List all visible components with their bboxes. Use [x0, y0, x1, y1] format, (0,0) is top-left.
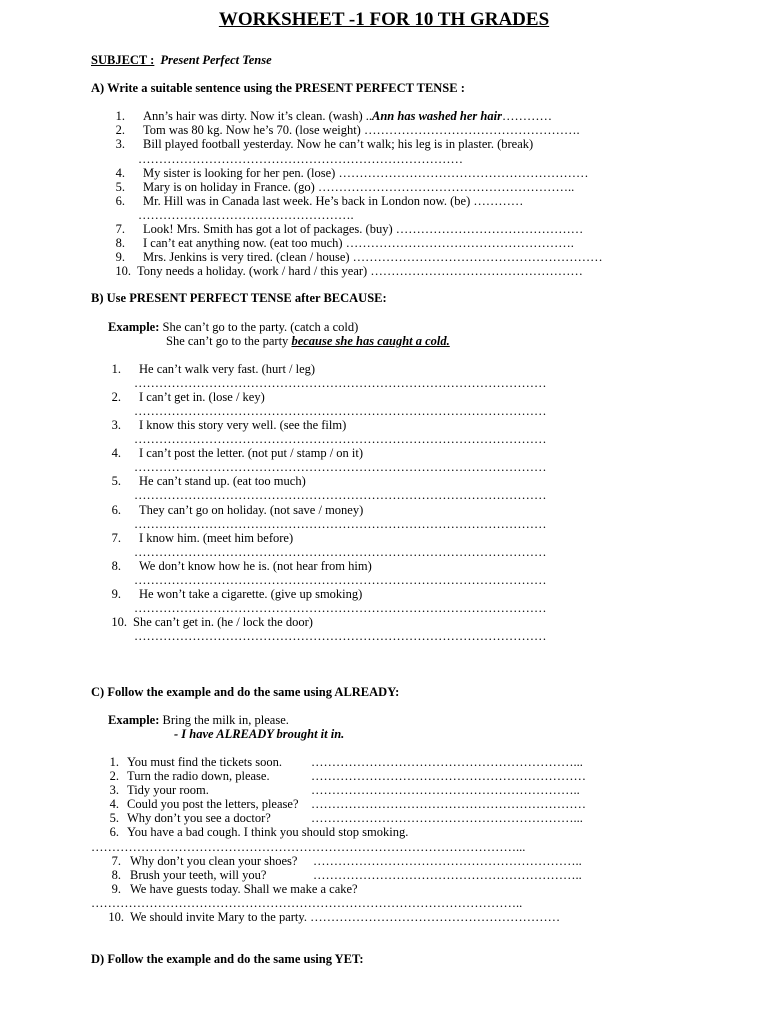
section-c-item: 4. Could you post the letters, please? — [109, 797, 299, 811]
answer-example: Ann has washed her hair — [372, 109, 502, 123]
answer-line: ………………………………………………………... — [311, 755, 583, 769]
answer-line: ……………………………………………………………………………………… — [134, 629, 547, 643]
answer-line: ……………………………………………………………………………………… — [134, 488, 547, 502]
answer-line: ……………………………………………………………………………………… — [134, 545, 547, 559]
answer-line: ……………………………………………………………………………………… — [134, 601, 547, 615]
section-d-heading: D) Follow the example and do the same using YET: — [91, 952, 364, 966]
section-a-item: 2. Tom was 80 kg. Now he’s 70. (lose weight) ……………………………………………. — [115, 123, 580, 137]
section-b-item: 10. She can’t get in. (he / lock the door) — [111, 615, 313, 629]
section-c-heading: C) Follow the example and do the same using ALREADY: — [91, 685, 400, 699]
section-b-item: 9. He won’t take a cigarette. (give up smoking) — [111, 587, 363, 601]
answer-line: ………………………………………………………………………………………….. — [91, 896, 523, 910]
answer-line: ………………………………………………………... — [311, 811, 583, 825]
section-c-example-answer: - I have ALREADY brought it in. — [174, 727, 345, 741]
section-a-item: 4. My sister is looking for her pen. (lose) …………………………………………………… — [115, 166, 589, 180]
section-c-item: 10. We should invite Mary to the party. …………………………………………………… — [108, 910, 561, 924]
section-b-item: 6. They can’t go on holiday. (not save / money) — [111, 503, 364, 517]
section-b-item: 7. I know him. (meet him before) — [111, 531, 294, 545]
section-b-item: 2. I can’t get in. (lose / key) — [111, 390, 265, 404]
answer-line: ……………………………………………………….. — [313, 868, 582, 882]
section-a-item: 8. I can’t eat anything now. (eat too much) ………………………………………………. — [115, 236, 574, 250]
answer-line: ………………………………………………………… — [311, 797, 586, 811]
section-c-item: 5. Why don’t you see a doctor? — [109, 811, 271, 825]
section-c-item: 8. Brush your teeth, will you? — [111, 868, 267, 882]
subject-line — [91, 53, 272, 68]
section-b-item: 3. I know this story very well. (see the film) — [111, 418, 347, 432]
section-b-item: 5. He can’t stand up. (eat too much) — [111, 474, 306, 488]
section-b-example: Example: She can’t go to the party. (catch a cold) — [108, 320, 359, 334]
section-a-item: 5. Mary is on holiday in France. (go) …………………………………………………….. — [115, 180, 575, 194]
section-b-item: 1. He can’t walk very fast. (hurt / leg) — [111, 362, 316, 376]
section-a-item: 7. Look! Mrs. Smith has got a lot of packages. (buy) ……………………………………… — [115, 222, 584, 236]
section-a-item: 10. Tony needs a holiday. (work / hard / this year) …………………………………………… — [115, 264, 583, 278]
answer-line: ……………………………………………. — [138, 208, 354, 222]
answer-line: ……………………………………………………………………………………… — [134, 432, 547, 446]
answer-line: ……………………………………………………………………………………… — [134, 404, 547, 418]
answer-line: ……………………………………………………….. — [311, 783, 580, 797]
answer-line: …………………………………………………………………………………………... — [91, 840, 526, 854]
section-c-item: 2. Turn the radio down, please. — [109, 769, 270, 783]
section-a-item: 3. Bill played football yesterday. Now he can’t walk; his leg is in plaster. (break) — [115, 137, 534, 151]
section-b-item: 4. I can’t post the letter. (not put / stamp / on it) — [111, 446, 364, 460]
section-a-item: 9. Mrs. Jenkins is very tired. (clean / house) …………………………………………………… — [115, 250, 603, 264]
section-a-heading: A) Write a suitable sentence using the PRESENT PERFECT TENSE : — [91, 81, 465, 95]
section-c-example: Example: Bring the milk in, please. — [108, 713, 289, 727]
answer-line: ……………………………………………………….. — [313, 854, 582, 868]
subject-label: SUBJECT : — [91, 53, 155, 67]
section-c-item: 3. Tidy your room. — [109, 783, 209, 797]
section-a-item: 6. Mr. Hill was in Canada last week. He’s back in London now. (be) ………… — [115, 194, 524, 208]
section-c-item: 7. Why don’t you clean your shoes? — [111, 854, 298, 868]
section-a-item: 1. Ann’s hair was dirty. Now it’s clean. (wash) ..Ann has washed her hair………… — [115, 109, 552, 123]
section-c-item: 6. You have a bad cough. I think you should stop smoking. — [109, 825, 409, 839]
example-label: Example: — [108, 320, 160, 334]
section-b-item: 8. We don’t know how he is. (not hear from him) — [111, 559, 372, 573]
section-c-item: 9. We have guests today. Shall we make a cake? — [111, 882, 358, 896]
answer-line: ……………………………………………………………………………………… — [134, 517, 547, 531]
section-b-example-answer: She can’t go to the party because she has caught a cold. — [166, 334, 450, 348]
answer-line: …………………………………………………………………… — [138, 152, 463, 166]
subject-value: Present Perfect Tense — [160, 53, 272, 67]
answer-line: ……………………………………………………………………………………… — [134, 573, 547, 587]
answer-line: ………………………………………………………… — [311, 769, 586, 783]
section-b-heading: B) Use PRESENT PERFECT TENSE after BECAUSE: — [91, 291, 387, 305]
answer-line: ……………………………………………………………………………………… — [134, 460, 547, 474]
section-c-item: 1. You must find the tickets soon. — [109, 755, 282, 769]
answer-line: ……………………………………………………………………………………… — [134, 376, 547, 390]
example-label: Example: — [108, 713, 160, 727]
worksheet-title: WORKSHEET -1 FOR 10 TH GRADES — [218, 9, 550, 30]
